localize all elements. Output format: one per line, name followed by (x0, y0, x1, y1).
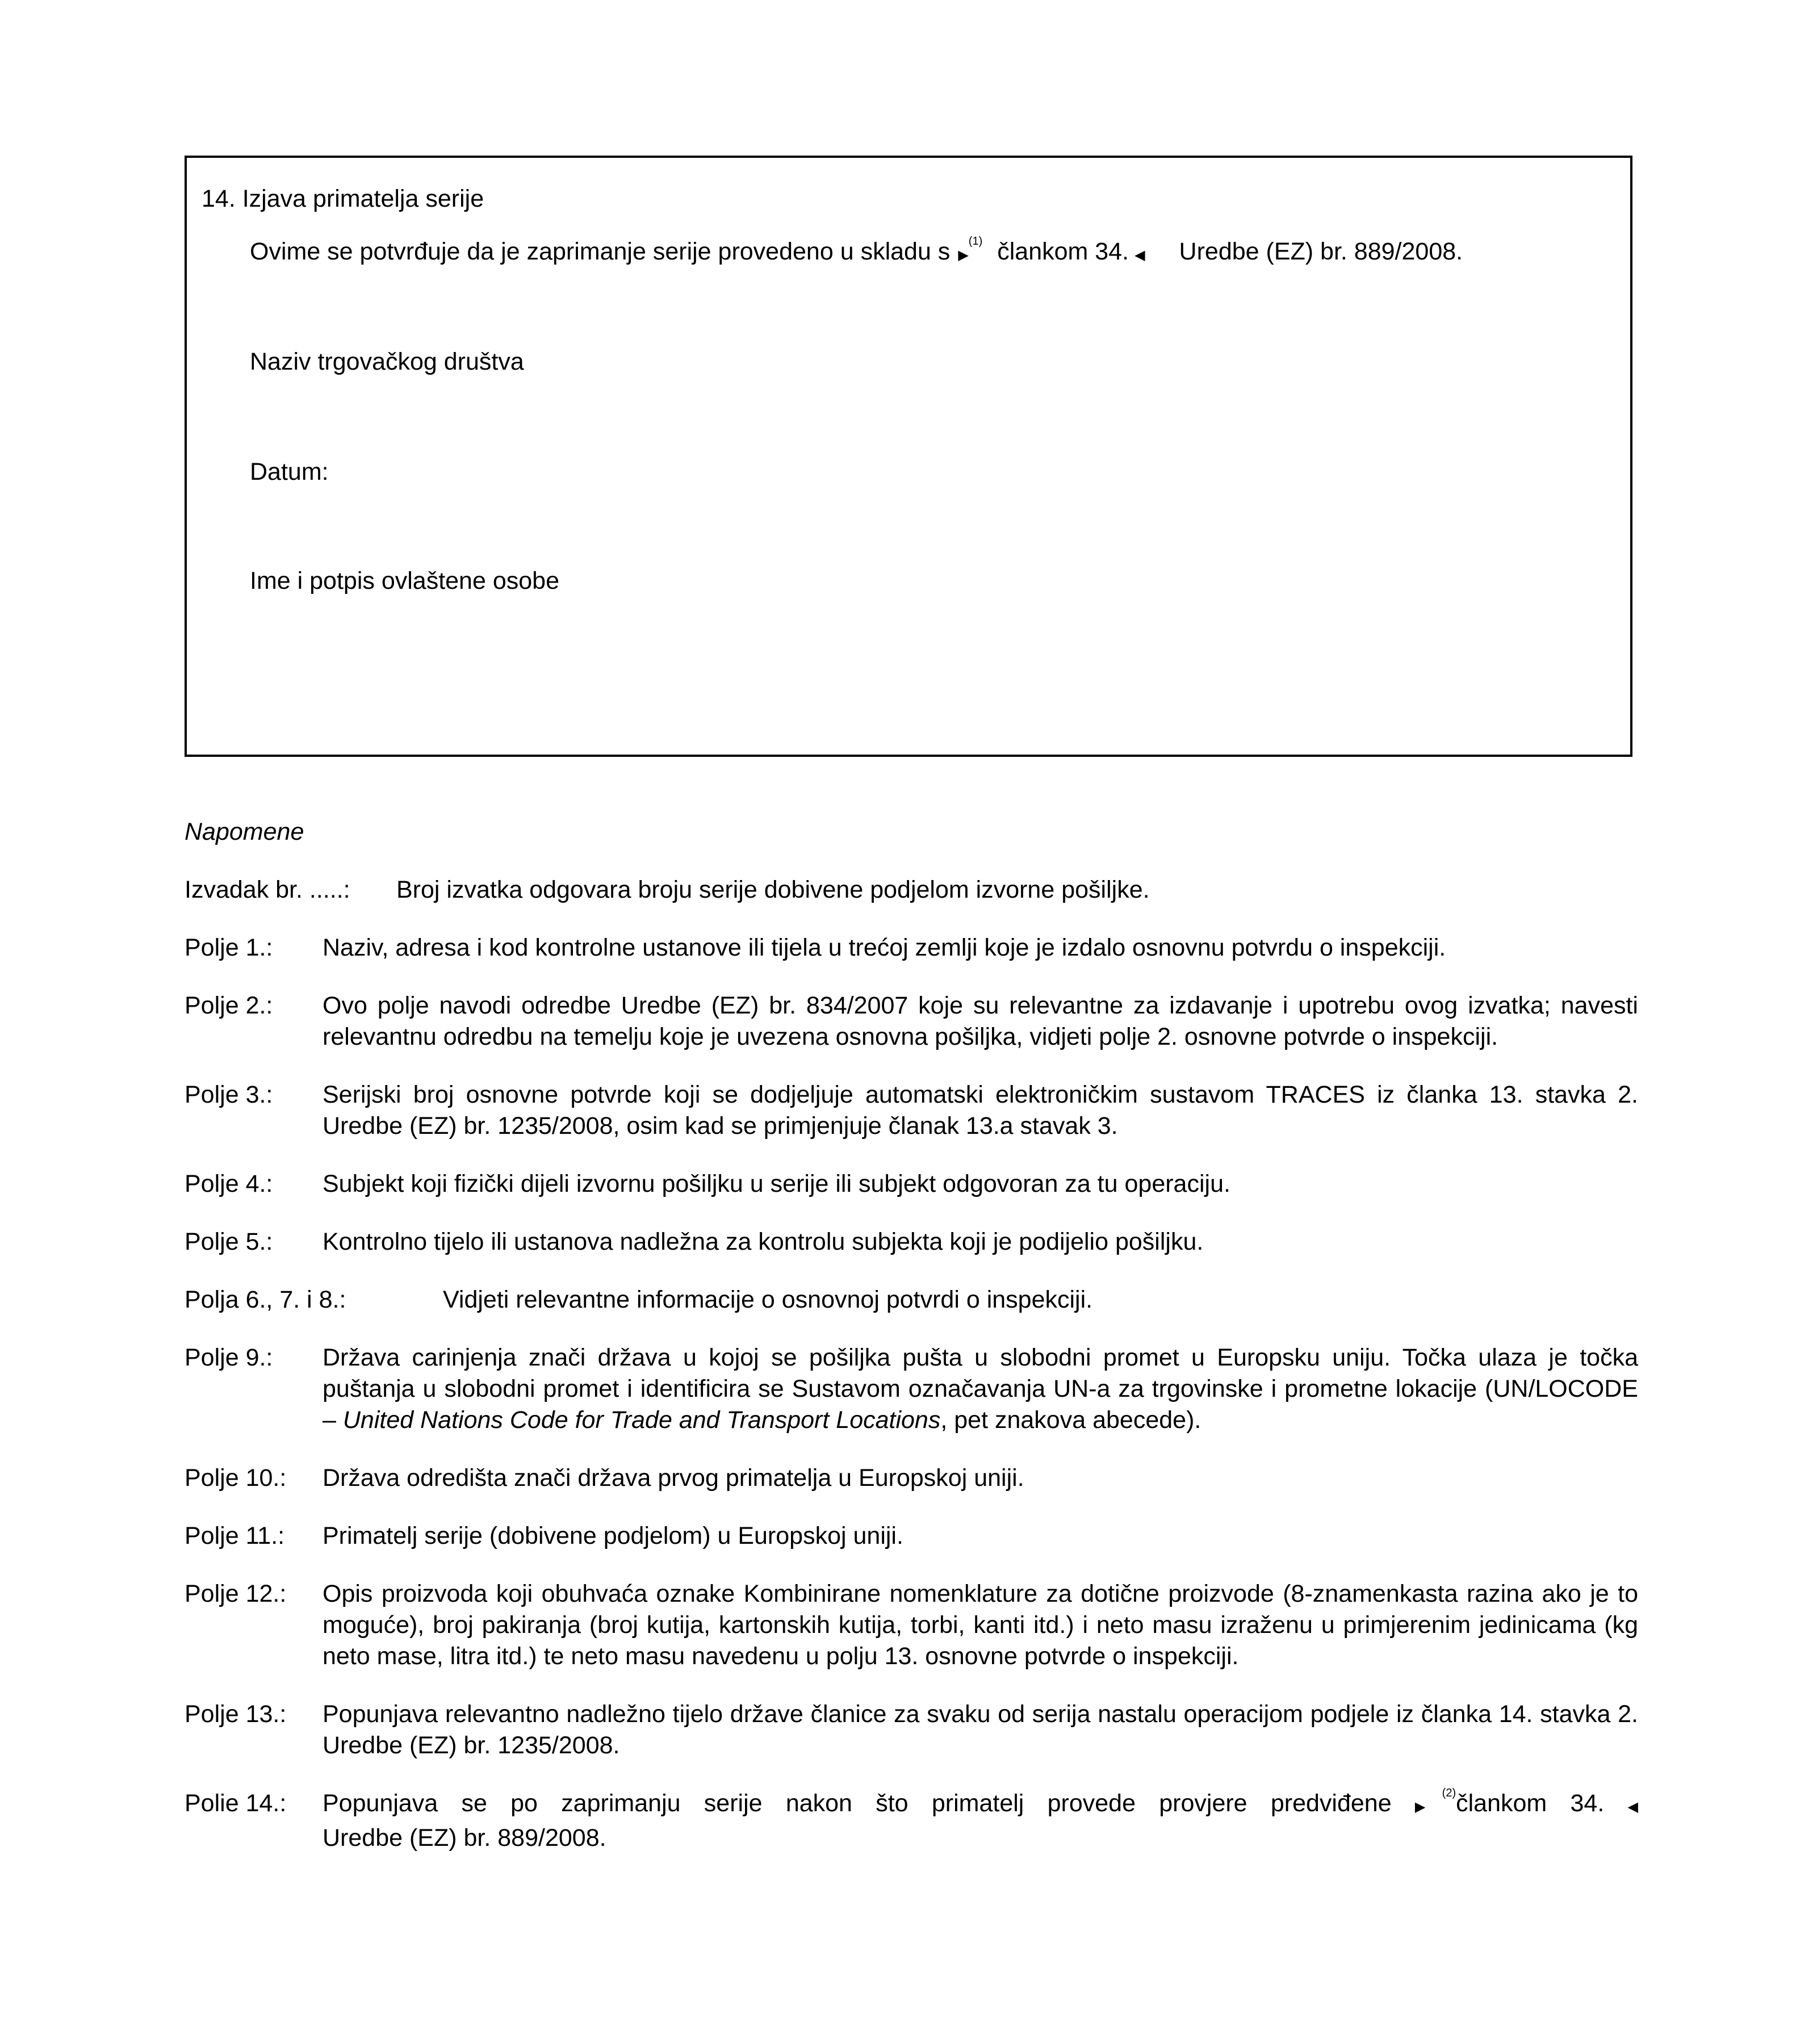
amendment-close-triangle-icon: ◀ (1134, 248, 1145, 263)
note-field-13 (185, 1699, 1638, 1761)
declaration-statement (250, 236, 1463, 271)
note-text (323, 1342, 1638, 1436)
note-label: Polje 2.: (185, 992, 273, 1019)
amendment-open-triangle-icon: ▶ (1414, 1799, 1442, 1815)
statement-text-before: Ovime se potvrđuje da je zaprimanje serije provedeno u skladu s (250, 238, 951, 265)
note-field-10 (185, 1463, 1638, 1494)
company-name-label: Naziv trgovačkog društva (250, 348, 524, 375)
note-extract-number (185, 874, 1638, 906)
note-text-before: Država carinjenja znači država u kojoj se pošiljka pušta u slobodni promet u Europsku uniju. Točka ulaza je točka puštanja u slobodni promet i identificira se Sustavom označavanja UN-a za trgovinske i prometne lokacije (UN/LOCODE – (323, 1344, 1638, 1434)
notes-section (185, 816, 1638, 1880)
note-label: Polje 10.: (185, 1464, 287, 1492)
note-field-1 (185, 932, 1638, 964)
note-text-italic: United Nations Code for Trade and Transport Locations (342, 1406, 941, 1434)
note-text: Vidjeti relevantne informacije o osnovnoj potvrdi o inspekciji. (443, 1286, 1093, 1313)
note-field-2 (185, 990, 1638, 1053)
note-label: Polje 1.: (185, 934, 273, 961)
note-text (323, 1788, 1638, 1854)
note-text: Serijski broj osnovne potvrde koji se dodjeljuje automatski elektroničkim sustavom TRACES iz članka 13. stavka 2. Uredbe (EZ) br. 1235/2008, osim kad se primjenjuje članak 13.a stavak 3. (323, 1081, 1638, 1140)
note-text: Subjekt koji fizički dijeli izvornu pošiljku u serije ili subjekt odgovoran za tu operaciju. (323, 1170, 1230, 1197)
note-text: Kontrolno tijelo ili ustanova nadležna za kontrolu subjekta koji je podijelio pošiljku. (323, 1228, 1204, 1255)
note-field-11 (185, 1521, 1638, 1552)
note-text-after: Uredbe (EZ) br. 889/2008. (323, 1824, 606, 1852)
note-field-5 (185, 1226, 1638, 1258)
amendment-reference-superscript: (1) (968, 235, 983, 248)
date-label: Datum: (250, 458, 329, 485)
note-text: Država odredišta znači država prvog primatelja u Europskoj uniji. (323, 1464, 1024, 1492)
amendment-close-triangle-icon: ◀ (1627, 1799, 1639, 1815)
note-amended-text: člankom 34. (1456, 1790, 1605, 1817)
note-fields-6-7-8 (185, 1284, 1638, 1316)
note-text: Naziv, adresa i kod kontrolne ustanove ili tijela u trećoj zemlji koje je izdalo osnovnu potvrdu o inspekciji. (323, 934, 1446, 961)
note-label: Polje 3.: (185, 1081, 273, 1108)
declaration-box (185, 156, 1632, 757)
signature-label: Ime i potpis ovlaštene osobe (250, 567, 559, 594)
note-field-4 (185, 1168, 1638, 1200)
note-label: Polje 12.: (185, 1580, 287, 1607)
note-text: Ovo polje navodi odredbe Uredbe (EZ) br. 834/2007 koje su relevantne za izdavanje i upotrebu ovog izvatka; navesti relevantnu odredbu na temelju koje je uvezena osnovna pošiljka, vidjeti polje 2. osnovne potvrde o inspekciji. (323, 992, 1638, 1050)
note-text: Opis proizvoda koji obuhvaća oznake Kombinirane nomenklature za dotične proizvode (8-znamenkasta razina ako je to moguće), broj pakiranja (broj kutija, kartonskih kutija, torbi, kanti itd.) i neto masu izraženu u primjerenim jedinicama (kg neto mase, litra itd.) te neto masu navedenu u polju 13. osnovne potvrde o inspekciji. (323, 1580, 1638, 1670)
note-label: Polje 4.: (185, 1170, 273, 1197)
note-field-14 (185, 1788, 1638, 1854)
note-field-3 (185, 1079, 1638, 1142)
note-label: Polje 5.: (185, 1228, 273, 1255)
note-label: Izvadak br. .....: (185, 876, 350, 903)
note-text: Popunjava relevantno nadležno tijelo države članice za svaku od serija nastalu operacijom podjele iz članka 14. stavka 2. Uredbe (EZ) br. 1235/2008. (323, 1700, 1638, 1759)
note-label: Polie 14.: (185, 1790, 287, 1817)
note-label: Polje 13.: (185, 1700, 287, 1728)
note-text: Broj izvatka odgovara broju serije dobivene podjelom izvorne pošiljke. (396, 876, 1150, 903)
notes-heading: Napomene (185, 818, 304, 845)
note-label: Polje 9.: (185, 1344, 273, 1371)
amendment-reference-superscript: (2) (1442, 1787, 1456, 1799)
note-label: Polja 6., 7. i 8.: (185, 1286, 346, 1313)
note-text: Primatelj serije (dobivene podjelom) u Europskoj uniji. (323, 1522, 903, 1549)
declaration-title: 14. Izjava primatelja serije (202, 185, 484, 212)
statement-amended-text: člankom 34. (997, 238, 1129, 265)
note-text-before: Popunjava se po zaprimanju serije nakon što primatelj provede provjere predviđene (323, 1790, 1392, 1817)
amendment-open-triangle-icon: ▶ (958, 248, 969, 263)
note-field-12 (185, 1578, 1638, 1672)
note-label: Polje 11.: (185, 1522, 285, 1549)
note-field-9 (185, 1342, 1638, 1436)
statement-text-after: Uredbe (EZ) br. 889/2008. (1179, 238, 1463, 265)
note-text-after: , pet znakova abecede). (940, 1406, 1201, 1434)
